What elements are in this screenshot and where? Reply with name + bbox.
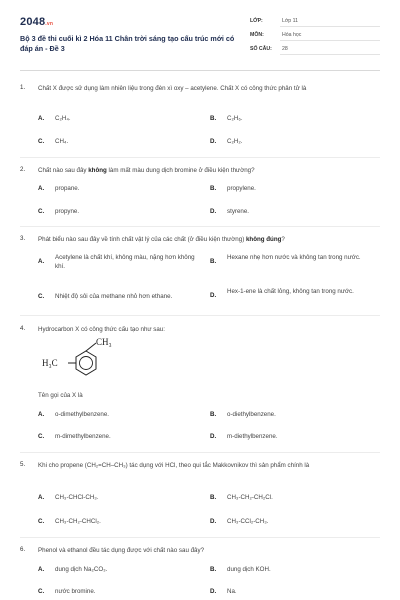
option-letter: C.: [38, 518, 45, 525]
meta-underline: [280, 26, 380, 27]
question-number: 6.: [20, 546, 26, 553]
option-text: Acetylene là chất khí, không màu, nặng hơn không khí.: [55, 254, 195, 270]
question-separator: [20, 226, 380, 227]
question-number: 2.: [20, 166, 26, 173]
option-letter: C.: [38, 138, 45, 145]
option-text: C₂H₄.: [55, 115, 71, 122]
option-text: m-diethylbenzene.: [227, 433, 278, 440]
question-text-part: ?: [281, 236, 285, 243]
option-text: CH₃-CCl₂-CH₃.: [227, 518, 269, 525]
question-text-part: Chất nào sau đây: [38, 167, 89, 174]
question-separator: [20, 537, 380, 538]
count-value: 28: [282, 46, 288, 52]
question-number: 1.: [20, 84, 26, 91]
option-letter: D.: [210, 588, 217, 595]
option-letter: D.: [210, 208, 217, 215]
question-text: [38, 166, 383, 175]
option-text: propyne.: [55, 208, 80, 215]
methyl-left-label: H₃C: [42, 358, 58, 368]
page-header: [0, 0, 400, 70]
question-text: [38, 235, 383, 244]
option-text: Na.: [227, 588, 237, 595]
option-text: propane.: [55, 185, 80, 192]
subject-value: Hóa học: [282, 32, 302, 38]
option-letter: B.: [210, 258, 217, 265]
option-text: o-diethylbenzene.: [227, 411, 276, 418]
option-text: C₂H₆.: [227, 115, 243, 122]
option-letter: A.: [38, 185, 45, 192]
option-letter: B.: [210, 185, 217, 192]
benzene-ring-structure: [38, 336, 112, 384]
option-text: Hex-1-ene là chất lỏng, không tan trong nước.: [227, 288, 354, 295]
class-label: LỚP:: [250, 18, 263, 24]
option-letter: C.: [38, 433, 45, 440]
option-text: CH₄.: [55, 138, 69, 145]
option-letter: D.: [210, 138, 217, 145]
option-letter: A.: [38, 258, 45, 265]
option-letter: B.: [210, 494, 217, 501]
option-letter: C.: [38, 208, 45, 215]
option-text: Nhiệt độ sôi của methane nhỏ hơn ethane.: [55, 293, 173, 300]
option-text: m-dimethylbenzene.: [55, 433, 111, 440]
option-text: CH₃-CH₂-CHCl₂.: [55, 518, 101, 525]
logo-suffix: .vn: [45, 21, 54, 27]
option-text: dung dịch Na₂CO₃.: [55, 566, 108, 573]
class-value: Lớp 11: [282, 18, 298, 24]
option-letter: A.: [38, 494, 45, 501]
methyl-top-label: CH₃: [96, 337, 112, 347]
option-text: styrene.: [227, 208, 250, 215]
option-letter: D.: [210, 518, 217, 525]
option-letter: B.: [210, 411, 217, 418]
question-text-part: Phát biểu nào sau đây về tính chất vật lý của các chất (ở điều kiện thường): [38, 236, 246, 243]
subject-label: MÔN:: [250, 32, 264, 38]
option-text: o-dimethylbenzene.: [55, 411, 110, 418]
question-text: Phenol và ethanol đều tác dụng được với chất nào sau đây?: [38, 547, 205, 554]
question-text: Hydrocarbon X có công thức cấu tạo như sau:: [38, 326, 165, 333]
option-text: propylene.: [227, 185, 256, 192]
question-separator: [20, 452, 380, 453]
logo-text: 2048: [20, 16, 46, 28]
option-letter: A.: [38, 411, 45, 418]
question-text: Khi cho propene (CH₂=CH–CH₃) tác dụng với HCl, theo qui tắc Makkovnikov thì sản phẩm chính là: [38, 462, 310, 469]
question-text-part: làm mất màu dung dịch bromine ở điều kiện thường?: [106, 167, 255, 174]
question-number: 4.: [20, 325, 26, 332]
question-separator: [20, 315, 380, 316]
option-letter: D.: [210, 433, 217, 440]
option-letter: C.: [38, 588, 45, 595]
site-logo[interactable]: [20, 16, 53, 28]
question-separator: [20, 157, 380, 158]
count-label: SỐ CÂU:: [250, 46, 272, 52]
option-text: CH₃-CHCl-CH₃.: [55, 494, 99, 501]
option-letter: C.: [38, 293, 45, 300]
option-letter: A.: [38, 566, 45, 573]
option-text: CH₃-CH₂-CH₂Cl.: [227, 494, 273, 501]
option-letter: B.: [210, 566, 217, 573]
question-text-emphasis: không đúng: [245, 236, 282, 243]
option-letter: B.: [210, 115, 217, 122]
question-text-emphasis: không: [88, 167, 107, 174]
question-text: Tên gọi của X là: [38, 392, 83, 399]
meta-underline: [280, 54, 380, 55]
option-text: C₂H₂.: [227, 138, 243, 145]
option-text: nước bromine.: [55, 588, 96, 595]
question-number: 3.: [20, 235, 26, 242]
exam-title: Bộ 3 đề thi cuối kì 2 Hóa 11 Chân trời sáng tạo cấu trúc mới có đáp án - Đề 3: [20, 34, 235, 53]
option-letter: A.: [38, 115, 45, 122]
question-text: Chất X được sử dụng làm nhiên liệu trong đèn xì oxy – acetylene. Chất X có công thức phân tử là: [38, 85, 307, 92]
question-number: 5.: [20, 461, 26, 468]
option-text: Hexane nhẹ hơn nước và không tan trong nước.: [227, 254, 361, 261]
option-text: dung dịch KOH.: [227, 566, 271, 573]
header-divider: [20, 70, 380, 71]
meta-underline: [280, 40, 380, 41]
structural-formula-image: [38, 336, 112, 384]
option-letter: D.: [210, 292, 217, 299]
